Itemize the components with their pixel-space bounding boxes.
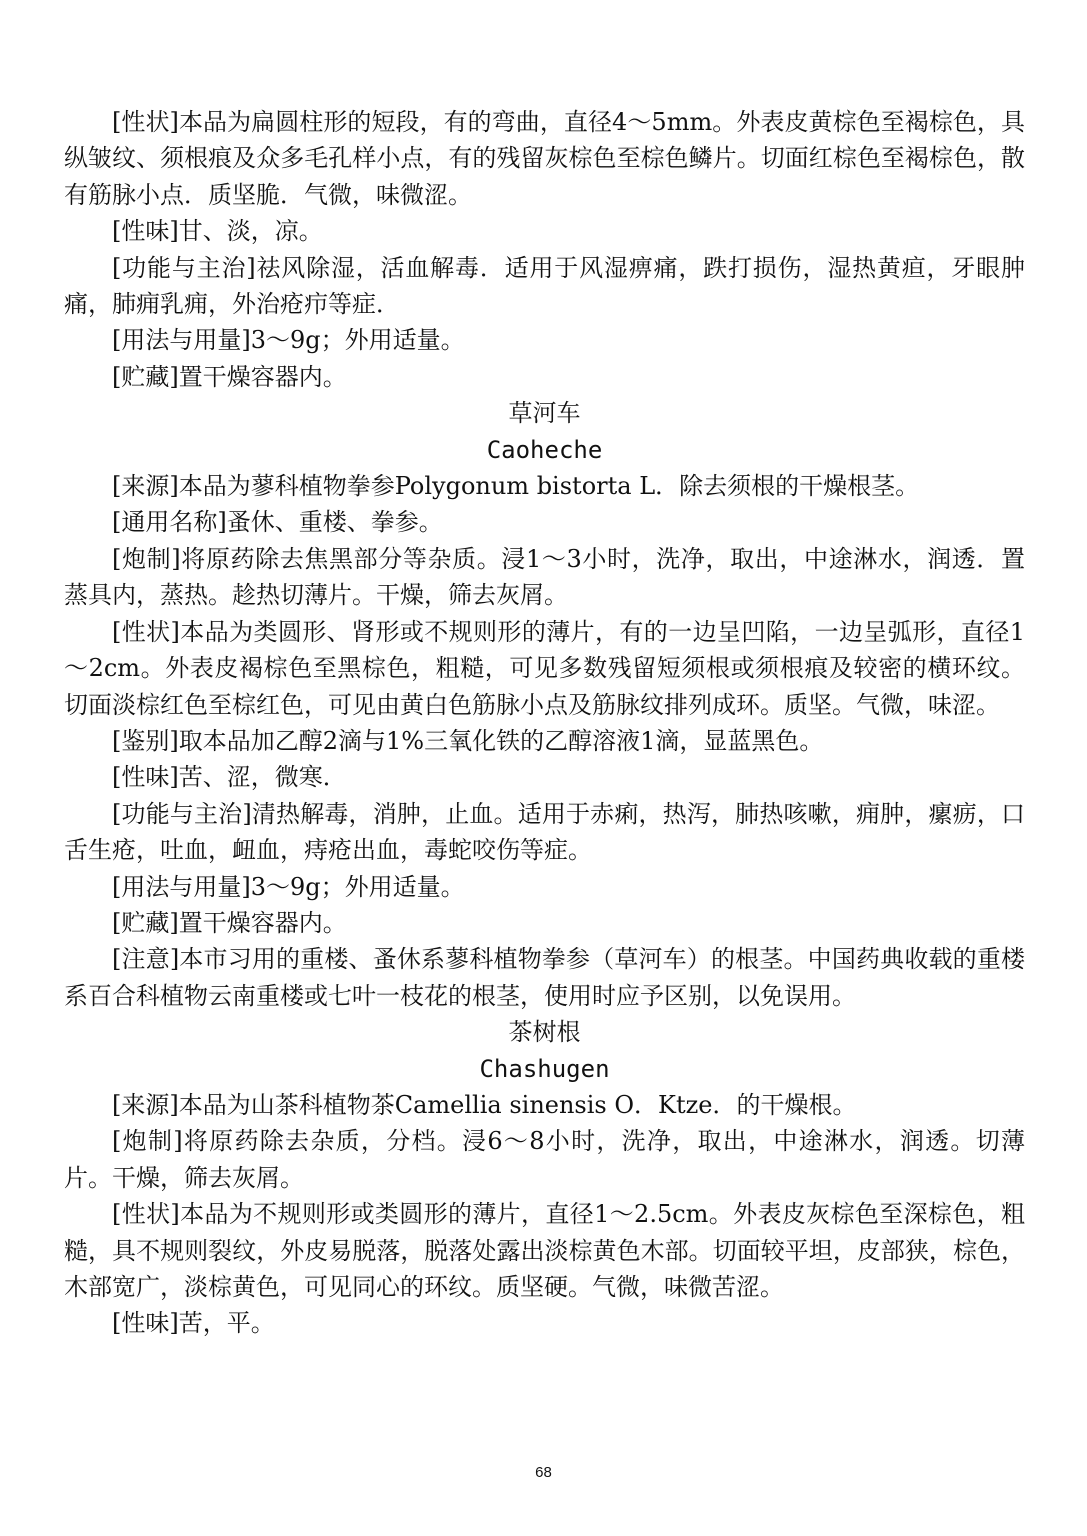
paragraph-processing: [炮制]将原药除去焦黑部分等杂质。浸1～3小时，洗净，取出，中途淋水，润透．置蒸具内，蒸热。趁热切薄片。干燥，筛去灰屑。 [64, 544, 1025, 610]
paragraph-dosage: [用法与用量]3～9g；外用适量。 [112, 872, 465, 901]
paragraph-function: [功能与主治]清热解毒，消肿，止血。适用于赤痢，热泻，肺热咳嗽，痈肿，瘰疬，口舌生疮，吐血，衄血，痔疮出血，毒蛇咬伤等症。 [64, 799, 1025, 865]
paragraph-taste: [性味]苦、涩，微寒． [112, 763, 347, 792]
paragraph-storage: [贮藏]置干燥容器内。 [112, 362, 347, 391]
paragraph-dosage: [用法与用量]3～9g；外用适量。 [112, 326, 465, 355]
paragraph-function: [功能与主治]祛风除湿，活血解毒．适用于风湿痹痛，跌打损伤，湿热黄疸，牙眼肿痛，肺痈乳痈，外治疮疖等症． [64, 253, 1025, 319]
paragraph-properties: [性状]本品为不规则形或类圆形的薄片，直径1～2.5cm。外表皮灰棕色至深棕色，粗糙，具不规则裂纹，外皮易脱落，脱落处露出淡棕黄色木部。切面较平坦，皮部狭，棕色，木部宽广，淡棕黄色，可见同心的环纹。质坚硬。气微，味微苦涩。 [64, 1200, 1025, 1301]
paragraph-properties: [性状]本品为扁圆柱形的短段，有的弯曲，直径4～5mm。外表皮黄棕色至褐棕色，具纵皱纹、须根痕及众多毛孔样小点，有的残留灰棕色至棕色鳞片。切面红棕色至褐棕色，散有筋脉小点．质坚脆．气微，味微涩。 [64, 108, 1025, 209]
paragraph-taste: [性味]甘、淡，凉。 [112, 217, 323, 246]
paragraph-source: [来源]本品为山茶科植物茶Camellia sinensis O．Ktze．的干燥根。 [112, 1090, 857, 1119]
paragraph-processing: [炮制]将原药除去杂质，分档。浸6～8小时，洗净，取出，中途淋水，润透。切薄片。干燥，筛去灰屑。 [64, 1127, 1025, 1192]
paragraph-source: [来源]本品为蓼科植物拳参Polygonum bistorta L．除去须根的干燥根茎。 [112, 472, 920, 501]
paragraph-taste: [性味]苦，平。 [112, 1309, 275, 1338]
entry-chashugen [64, 1014, 1025, 1342]
entry-caoheche [64, 395, 1025, 1014]
entry-continued [64, 104, 1025, 395]
page-number: 68 [535, 1464, 552, 1481]
entry-title: 茶树根 [508, 1018, 581, 1047]
entry-subtitle: Chashugen [479, 1054, 610, 1083]
paragraph-storage: [贮藏]置干燥容器内。 [112, 908, 347, 937]
paragraph-common-names: [通用名称]蚤休、重楼、拳参。 [112, 508, 443, 537]
paragraph-properties: [性状]本品为类圆形、肾形或不规则形的薄片，有的一边呈凹陷，一边呈弧形，直径1～2cm。外表皮褐棕色至黑棕色，粗糙，可见多数残留短须根或须根痕及较密的横环纹。切面淡棕红色至棕红色，可见由黄白色筋脉小点及筋脉纹排列成环。质坚。气微，味涩。 [64, 617, 1025, 719]
entry-title: 草河车 [508, 399, 581, 428]
paragraph-note: [注意]本市习用的重楼、蚤休系蓼科植物拳参（草河车）的根茎。中国药典收载的重楼系百合科植物云南重楼或七叶一枝花的根茎，使用时应予区别，以免误用。 [64, 945, 1025, 1010]
paragraph-identification: [鉴别]取本品加乙醇2滴与1%三氧化铁的乙醇溶液1滴，显蓝黑色。 [112, 726, 824, 755]
entry-subtitle: Caoheche [486, 435, 603, 464]
